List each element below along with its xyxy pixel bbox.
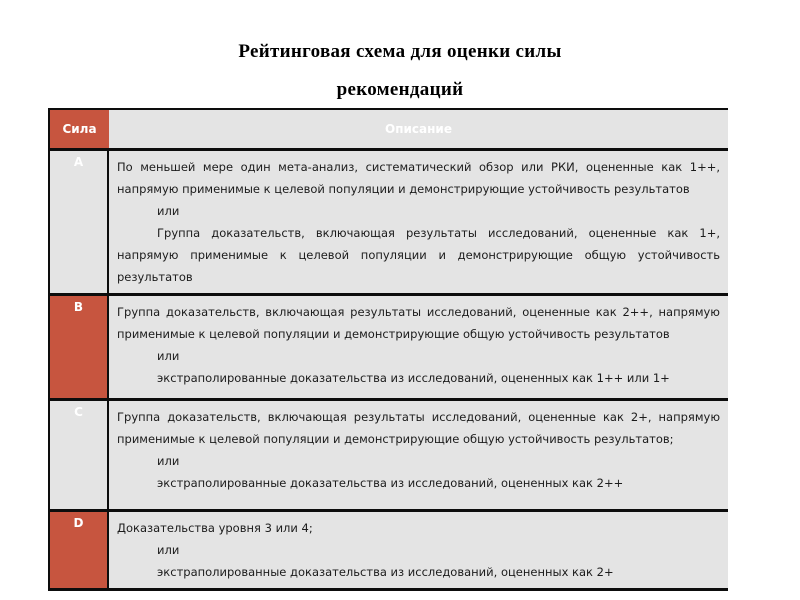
grade-cell-c: [50, 401, 109, 509]
description-paragraph: экстраполированные доказательства из исследований, оцененных как 2+: [157, 565, 614, 579]
slide-title-line-1: Рейтинговая схема для оценки силы: [238, 41, 562, 62]
description-cell-a: [109, 151, 728, 293]
description-paragraph: По меньшей мере один мета-анализ, систематический обзор или РКИ, оцененные как 1++, напрямую применимые к целевой популяции и демонстрирующие устойчивость результатов: [117, 160, 720, 196]
grade-letter-a: А: [73, 155, 84, 169]
table-row-grade-c: [50, 398, 728, 509]
description-paragraph: экстраполированные доказательства из исследований, оцененных как 2++: [157, 476, 624, 490]
description-cell-b: [109, 296, 728, 398]
grade-letter-b: В: [73, 300, 84, 314]
grade-letter-c: С: [74, 405, 83, 419]
rating-scheme-table: [48, 108, 728, 591]
or-separator: или: [157, 204, 180, 218]
table-row-grade-b: [50, 293, 728, 398]
or-separator: или: [157, 454, 180, 468]
description-paragraph: Группа доказательств, включающая результаты исследований, оцененные как 2++, напрямую применимые к целевой популяции и демонстрирующие общую устойчивость результатов: [117, 305, 720, 341]
grade-cell-d: [50, 512, 109, 588]
description-paragraph: Группа доказательств, включающая результаты исследований, оцененные как 2+, напрямую применимые к целевой популяции и демонстрирующие общую устойчивость результатов;: [117, 410, 720, 446]
slide-title: [0, 42, 800, 100]
slide-title-line-2: рекомендаций: [336, 79, 464, 100]
description-paragraph: Группа доказательств, включающая результаты исследований, оцененные как 1+, напрямую применимые к целевой популяции и демонстрирующие общую устойчивость результатов: [117, 226, 720, 284]
table-header-row: [50, 110, 728, 148]
description-paragraph: экстраполированные доказательства из исследований, оцененных как 1++ или 1+: [157, 371, 670, 385]
grade-cell-b: [50, 296, 109, 398]
column-header-description: Описание: [109, 110, 728, 148]
table-row-grade-d: [50, 509, 728, 588]
presentation-slide: [0, 42, 800, 600]
description-paragraph: Доказательства уровня 3 или 4;: [117, 521, 313, 535]
column-header-strength: Сила: [50, 110, 109, 148]
grade-cell-a: [50, 151, 109, 293]
table-row-grade-a: [50, 148, 728, 293]
description-cell-d: [109, 512, 728, 588]
description-cell-c: [109, 401, 728, 509]
or-separator: или: [157, 349, 180, 363]
grade-letter-d: D: [73, 516, 84, 530]
or-separator: или: [157, 543, 180, 557]
